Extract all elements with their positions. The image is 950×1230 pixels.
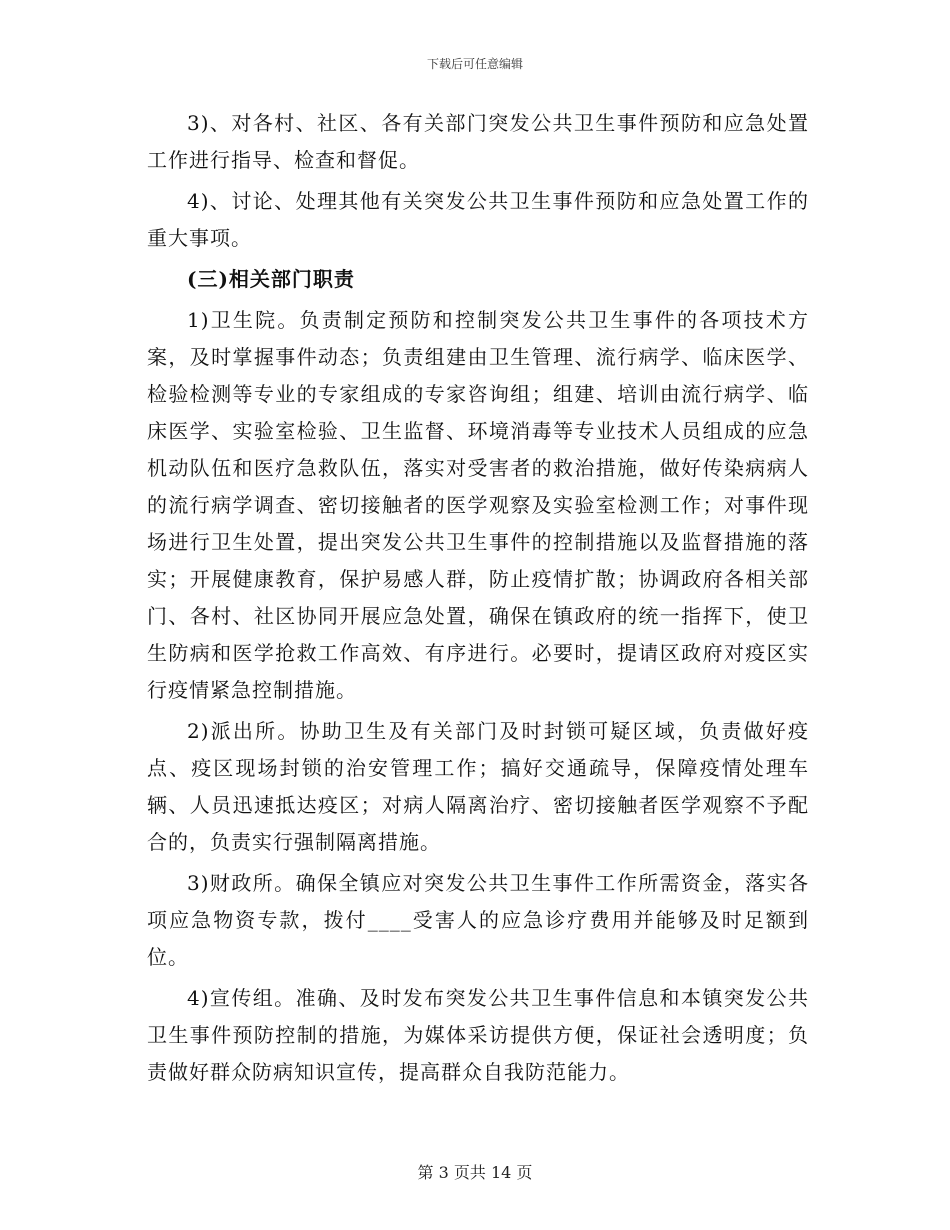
- paragraph-publicity-group: 4)宣传组。准确、及时发布突发公共卫生事件信息和本镇突发公共卫生事件预防控制的措施，为媒体采访提供方便，保证社会透明度；负责做好群众防病知识宣传，提高群众自我防范能力。: [147, 986, 809, 1084]
- section-heading: (三)相关部门职责: [187, 267, 355, 291]
- paragraph-item-4: 4)、讨论、处理其他有关突发公共卫生事件预防和应急处置工作的重大事项。: [147, 189, 809, 250]
- page-footer: 第 3 页共 14 页: [417, 1163, 533, 1182]
- paragraph-item-3: 3)、对各村、社区、各有关部门突发公共卫生事件预防和应急处置工作进行指导、检查和督促。: [147, 111, 809, 172]
- paragraph-health-center: 1)卫生院。负责制定预防和控制突发公共卫生事件的各项技术方案，及时掌握事件动态；负责组建由卫生管理、流行病学、临床医学、检验检测等专业的专家组成的专家咨询组；组建、培训由流行病学、临床医学、实验室检验、卫生监督、环境消毒等专业技术人员组成的应急机动队伍和医疗急救队伍，落实对受害者的救治措施，做好传染病病人的流行病学调查、密切接触者的医学观察及实验室检测工作；对事件现场进行卫生处置，提出突发公共卫生事件的控制措施以及监督措施的落实；开展健康教育，保护易感人群，防止疫情扩散；协调政府各相关部门、各村、社区协同开展应急处置，确保在镇政府的统一指挥下，使卫生防病和医学抢救工作高效、有序进行。必要时，提请区政府对疫区实行疫情紧急控制措施。: [147, 308, 809, 702]
- paragraph-finance-office: 3)财政所。确保全镇应对突发公共卫生事件工作所需资金，落实各项应急物资专款，拨付____受害人的应急诊疗费用并能够及时足额到位。: [147, 871, 809, 969]
- page-header: 下载后可任意编辑: [426, 57, 523, 71]
- paragraph-police-station: 2)派出所。协助卫生及有关部门及时封锁可疑区域，负责做好疫点、疫区现场封锁的治安管理工作；搞好交通疏导，保障疫情处理车辆、人员迅速抵达疫区；对病人隔离治疗、密切接触者医学观察不予配合的，负责实行强制隔离措施。: [147, 719, 809, 854]
- document-body: [147, 105, 809, 1095]
